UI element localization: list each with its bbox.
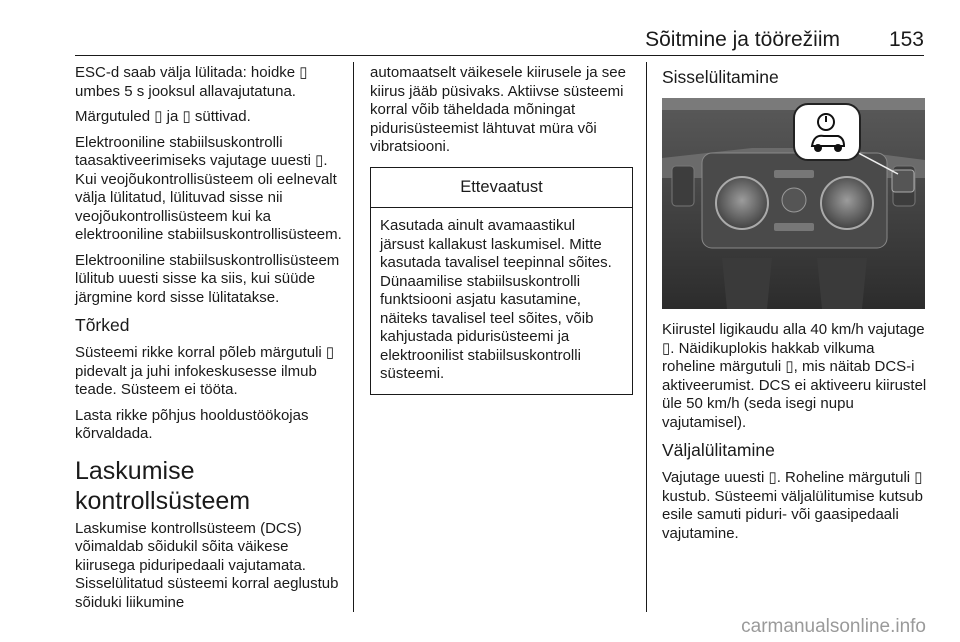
section-heading-switch-on: Sisselülitamine bbox=[662, 67, 779, 87]
paragraph: Elektrooniline stabiilsuskontrollisüsteem lülitub uuesti sisse ka siis, kui süüde järgmine kord sisse lülitatakse. bbox=[75, 251, 340, 306]
column-3 bbox=[662, 64, 927, 550]
dashboard-photo bbox=[662, 98, 925, 309]
caution-box bbox=[370, 167, 633, 395]
section-heading-faults: Tõrked bbox=[75, 315, 130, 335]
paragraph: ESC-d saab välja lülitada: hoidke ▯ umbes 5 s jooksul allavajutatuna. bbox=[75, 64, 308, 100]
paragraph: Süsteemi rikke korral põleb märgutuli ▯ pidevalt ja juhi infokeskusesse ilmub teade. Süsteem ei tööta. bbox=[75, 344, 335, 398]
chapter-title: Sõitmine ja töörežiim bbox=[645, 28, 840, 51]
page-header bbox=[75, 28, 924, 54]
section-heading-descent-control: Laskumise kontrollsüsteem bbox=[75, 456, 251, 515]
paragraph: Vajutage uuesti ▯. Roheline märgutuli ▯ kustub. Süsteemi väljalülitumise kutsub esile samuti piduri- või gaasipedaali vajutamine. bbox=[662, 469, 923, 542]
watermark: carmanualsonline.info bbox=[741, 616, 926, 637]
caution-title: Ettevaatust bbox=[371, 168, 632, 209]
paragraph: Elektrooniline stabiilsuskontrolli taasaktiveerimiseks vajutage uuesti ▯. Kui veojõukontrollisüsteem oli eelnevalt välja lülitatud, lülituvad sisse nii veojõukontrollisüsteem kui ka elektrooniline stabiilsuskontrollisüsteem. bbox=[75, 133, 342, 243]
paragraph: Lasta rikke põhjus hooldustöökojas kõrvaldada. bbox=[75, 406, 309, 442]
column-divider-1 bbox=[353, 62, 354, 612]
caution-body: Kasutada ainult avamaastikul järsust kallakust laskumisel. Mitte kasutada tavalisel teepinnal sõites. Dünaamilise stabiilsuskontrolli funktsiooni asjatu kasutamine, näiteks tavalisel teel sõites, võib kahjustada pidurisüsteemi ja elektroonilist stabiilsuskontrolli süsteemi. bbox=[380, 217, 612, 382]
column-divider-2 bbox=[646, 62, 647, 612]
page-number: 153 bbox=[888, 28, 924, 51]
column-1 bbox=[75, 64, 350, 619]
header-rule bbox=[75, 55, 924, 56]
paragraph: Laskumise kontrollsüsteem (DCS) võimaldab sõidukil sõita väikese kiirusega piduripedaali vajutamata. Sisselülitatud süsteemi korral aeglustub sõiduki liikumine bbox=[75, 519, 339, 611]
section-heading-switch-off: Väljalülitamine bbox=[662, 440, 775, 460]
column-2 bbox=[370, 64, 633, 395]
paragraph: Märgutuled ▯ ja ▯ süttivad. bbox=[75, 108, 251, 125]
paragraph: Kiirustel ligikaudu alla 40 km/h vajutage ▯. Näidikuplokis hakkab vilkuma roheline märgutuli ▯, mis näitab DCS-i aktiveerumist. DCS ei aktiveeru kiirustel üle 50 km/h (seda isegi nupu vajutamisel). bbox=[662, 321, 927, 431]
paragraph: automaatselt väikesele kiirusele ja see kiirus jääb püsivaks. Aktiivse süsteemi korral võib täheldada mõningat pidurisüsteemist lähtuvat müra või vibratsiooni. bbox=[370, 64, 626, 155]
